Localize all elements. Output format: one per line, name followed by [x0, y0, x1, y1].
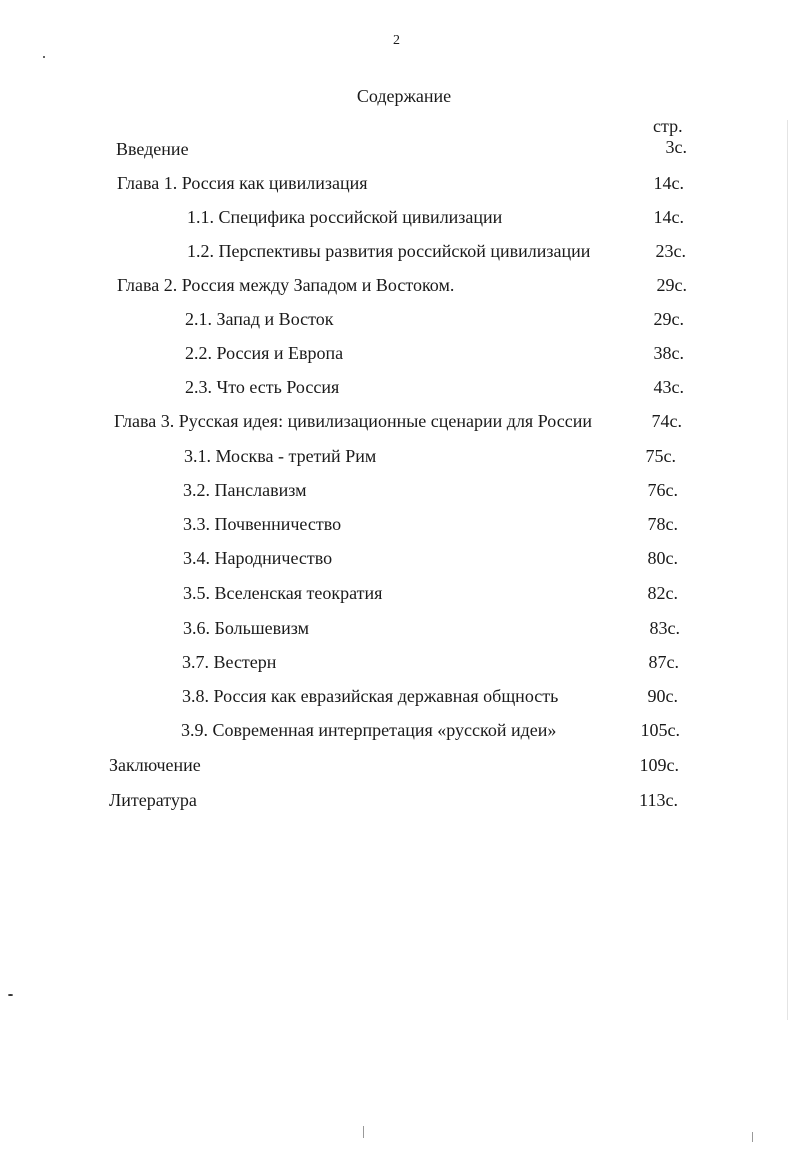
toc-entry-page: 74с. — [651, 411, 682, 431]
toc-entry-label: 1.1. Специфика российской цивилизации — [187, 207, 503, 227]
toc-entry-label: 2.2. Россия и Европа — [185, 343, 344, 363]
toc-entry-label: Глава 1. Россия как цивилизация — [117, 173, 368, 193]
toc-entry-page: 78с. — [647, 514, 678, 534]
toc-entry-page: 76с. — [647, 480, 678, 500]
scan-speck — [8, 994, 13, 996]
toc-entry-page: 14с. — [653, 207, 684, 227]
toc-entry-label: Введение — [116, 139, 189, 159]
page-number: 2 — [393, 33, 400, 48]
page-column-label: стр. — [653, 116, 683, 136]
toc-entry-label: 3.8. Россия как евразийская державная общность — [182, 686, 559, 706]
toc-entry-page: 43с. — [653, 377, 684, 397]
toc-entry-label: 3.1. Москва - третий Рим — [184, 446, 377, 466]
toc-entry-page: 109с. — [639, 755, 679, 775]
toc-entry-label: Литература — [109, 790, 197, 810]
toc-entry-label: 3.6. Большевизм — [183, 618, 310, 638]
toc-entry-label: 3.4. Народничество — [183, 548, 333, 568]
toc-entry-label: Заключение — [109, 755, 201, 775]
toc-entry-label: 2.1. Запад и Восток — [185, 309, 334, 329]
toc-entry-page: 23с. — [655, 241, 686, 261]
toc-entry-label: 3.5. Вселенская теократия — [183, 583, 383, 603]
scan-mark — [752, 1132, 753, 1142]
toc-entry-label: Глава 2. Россия между Западом и Востоком. — [117, 275, 455, 295]
toc-entry-page: 38с. — [653, 343, 684, 363]
toc-entry-page: 83с. — [649, 618, 680, 638]
toc-entry-label: 3.2. Панславизм — [183, 480, 307, 500]
toc-entry-page: 80с. — [647, 548, 678, 568]
scan-mark — [363, 1126, 364, 1138]
toc-entry-label: 3.3. Почвенничество — [183, 514, 342, 534]
toc-entry-page: 87с. — [648, 652, 679, 672]
toc-entry-page: 82с. — [647, 583, 678, 603]
toc-entry-page: 105с. — [640, 720, 680, 740]
toc-entry-label: 1.2. Перспективы развития российской цивилизации — [187, 241, 591, 261]
toc-entry-page: 29с. — [653, 309, 684, 329]
toc-entry-label: 2.3. Что есть Россия — [185, 377, 340, 397]
scan-speck — [43, 56, 45, 58]
page-title: Содержание — [356, 86, 452, 106]
toc-entry-label: Глава 3. Русская идея: цивилизационные сценарии для России — [114, 411, 592, 431]
toc-entry-page: 3с. — [665, 137, 687, 157]
toc-entry-page: 29с. — [656, 275, 687, 295]
toc-entry-page: 113с. — [639, 790, 678, 810]
toc-entry-page: 14с. — [653, 173, 684, 193]
toc-entry-page: 90с. — [647, 686, 678, 706]
scan-edge-line — [787, 120, 788, 1020]
toc-entry-label: 3.9. Современная интерпретация «русской идеи» — [181, 720, 557, 740]
toc-entry-page: 75с. — [645, 446, 676, 466]
toc-entry-label: 3.7. Вестерн — [182, 652, 277, 672]
